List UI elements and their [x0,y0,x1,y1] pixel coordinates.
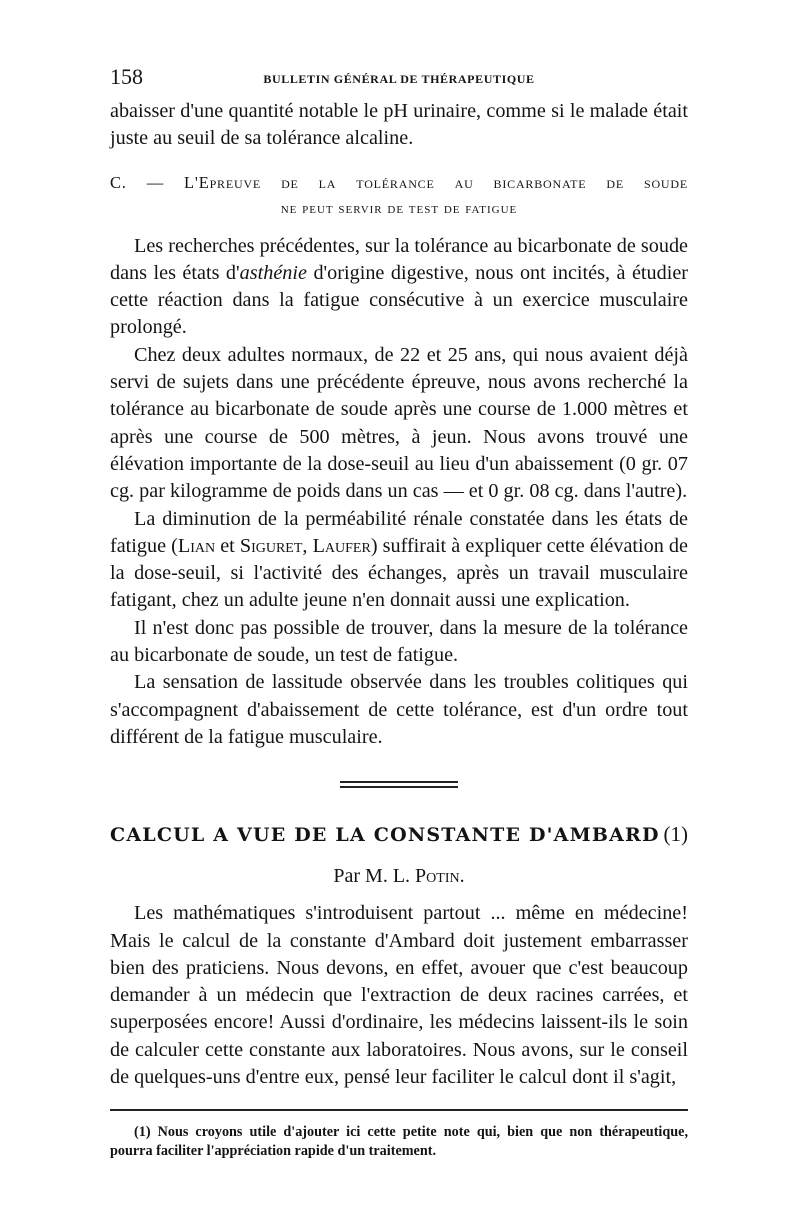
author-laufer: Laufer [312,534,371,557]
divider-rule-bottom [340,786,458,788]
divider-rule-top [340,781,458,783]
p3-comma: , [302,534,313,557]
section-divider [340,781,458,788]
footnote-rule [110,1109,688,1111]
footnote: (1) Nous croyons utile d'ajouter ici cette petite note qui, bien que non thérapeutique, pourra faciliter l'appréciation rapide d'un traitement. [110,1124,688,1160]
byline [110,865,688,888]
article-title-note: (1) [663,822,688,847]
section-heading-line1: C. — L'Epreuve de la tolérance au bicarbonate de soude [110,172,688,192]
p1-italic: asthénie [239,261,307,284]
section-heading-line2: ne peut servir de test de fatigue [280,200,518,217]
byline-prefix: Par M. L. [333,865,416,888]
page-header [110,62,688,98]
page [110,62,688,1161]
byline-author: Potin [415,865,460,888]
p3-end: ) suffirait à expliquer cette élévation de la dose-seuil, si l'activité des échanges, après un travail musculaire fatigant, chez un adulte jeune n'en donnait aussi une explication. [110,534,688,612]
p3-and: et [215,534,240,557]
section-paragraph-3 [110,506,688,615]
byline-suffix: . [459,865,465,888]
article-title-text: CALCUL A VUE DE LA CONSTANTE D'AMBARD [110,824,660,847]
section-paragraph-4: Il n'est donc pas possible de trouver, dans la mesure de la tolérance au bicarbonate de soude, un test de fatigue. [110,616,688,667]
p1-after: d'origine digestive, nous ont incités, à étudier cette réaction dans la fatigue consécutive à un exercice musculaire prolongé. [110,261,689,339]
section-paragraph-2: Chez deux adultes normaux, de 22 et 25 ans, qui nous avaient déjà servi de sujets dans une précédente épreuve, nous avons recherché la tolérance au bicarbonate de soude après une course de 1.000 mètres et après une course de 500 mètres, à jeun. Nous avons trouvé une élévation importante de la dose-seuil au lieu d'un abaissement (0 gr. 07 cg. par kilogramme de poids dans un cas — et 0 gr. 08 cg. dans l'autre). [110,343,688,503]
p3-start: La diminution de la perméabilité rénale constatée dans les états de fatigue ( [110,507,688,557]
p1-before: Les recherches précédentes, sur la tolérance au bicarbonate de soude dans les états d' [110,234,688,284]
section-paragraph-1 [110,233,688,342]
intro-paragraph: abaisser d'une quantité notable le pH urinaire, comme si le malade était juste au seuil de sa tolérance alcaline. [110,100,688,150]
author-siguret: Siguret [239,534,303,557]
section-heading [110,169,688,223]
section-paragraph-5: La sensation de lassitude observée dans les troubles colitiques qui s'accompagnent d'abaissement de cette tolérance, est d'un ordre tout différent de la fatigue musculaire. [110,671,688,748]
article-paragraph-1: Les mathématiques s'introduisent partout ... même en médecine! Mais le calcul de la constante d'Ambard doit justement embarrasser bien des praticiens. Nous devons, en effet, avouer que c'est beaucoup demander à un médecin que l'extraction de deux racines carrées, et superposées encore! Aussi d'ordinaire, les médecins laissent-ils le soin de calculer cette constante aux laboratoires. Nous avons, sur le conseil de quelques-uns d'entre eux, pensé leur faciliter le calcul dont il s'agit, [110,902,688,1089]
article-title [110,822,688,847]
running-title: BULLETIN GÉNÉRAL DE THÉRAPEUTIQUE [263,72,535,86]
page-number: 158 [110,64,143,89]
author-lian: Lian [177,534,216,557]
